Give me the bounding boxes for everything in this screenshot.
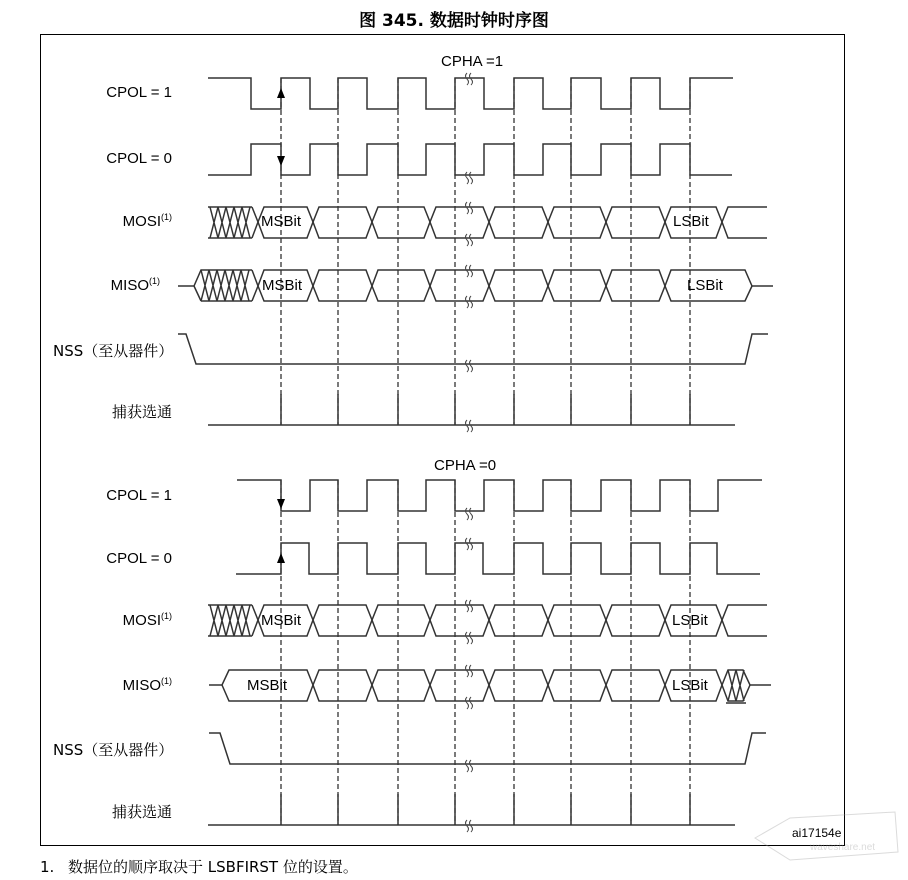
nss-line-cpha0	[209, 733, 766, 764]
clock-cpol1-cpha0	[237, 480, 762, 511]
signal-label-cpol1: CPOL = 1	[106, 84, 172, 101]
arrow-up-icon	[277, 88, 285, 98]
footnote-text: 数据位的顺序取决于 LSBFIRST 位的设置。	[68, 858, 358, 876]
phase-label-cpha0: CPHA =0	[434, 457, 497, 474]
mosi-msbit: MSBit	[261, 612, 302, 629]
figure-reference-id: ai17154e	[792, 826, 842, 840]
svg-text:waveshare.net: waveshare.net	[810, 842, 876, 853]
signal-label-capture-strobe: 捕获选通	[111, 403, 172, 421]
signal-label-nss: NSS（至从器件）	[53, 342, 174, 360]
signal-label-miso: MISO$^{(1)}$	[122, 676, 172, 694]
capture-strobe-cpha0	[208, 794, 735, 825]
phase-label-cpha1: CPHA =1	[441, 53, 504, 70]
clock-cpol1-cpha1	[208, 78, 733, 109]
arrow-down-icon	[277, 156, 285, 166]
signal-label-nss: NSS（至从器件）	[53, 741, 174, 759]
signal-label-miso: MISO$^{(1)}$	[110, 276, 160, 294]
signal-label-capture-strobe: 捕获选通	[111, 803, 172, 821]
arrow-down-icon	[277, 499, 285, 509]
break-marks-top	[466, 73, 473, 432]
mosi-lsbit: LSBit	[672, 612, 708, 629]
miso-lsbit: LSBit	[672, 677, 708, 694]
clock-cpol0-cpha0	[236, 543, 760, 574]
miso-msbit: MSBit	[247, 677, 288, 694]
mosi-lsbit: LSBit	[673, 213, 709, 230]
dashed-guides-top	[281, 78, 690, 425]
clock-cpol0-cpha1	[208, 144, 732, 175]
footnote	[40, 856, 358, 877]
signal-label-mosi: MOSI$^{(1)}$	[122, 611, 172, 629]
footnote-number: 1.	[40, 858, 55, 876]
dashed-guides-bottom	[281, 480, 690, 825]
miso-lsbit: LSBit	[687, 277, 723, 294]
signal-label-cpol0: CPOL = 0	[106, 550, 172, 567]
signal-label-cpol0: CPOL = 0	[106, 150, 172, 167]
arrow-up-icon	[277, 553, 285, 563]
watermark-logo-icon	[750, 808, 900, 868]
nss-line-cpha1	[178, 334, 768, 364]
capture-strobe-cpha1	[208, 394, 735, 425]
signal-label-mosi: MOSI$^{(1)}$	[122, 212, 172, 230]
figure-title: 图 345. 数据时钟时序图	[359, 11, 549, 31]
mosi-msbit: MSBit	[261, 213, 302, 230]
signal-label-cpol1: CPOL = 1	[106, 487, 172, 504]
miso-msbit: MSBit	[262, 277, 303, 294]
